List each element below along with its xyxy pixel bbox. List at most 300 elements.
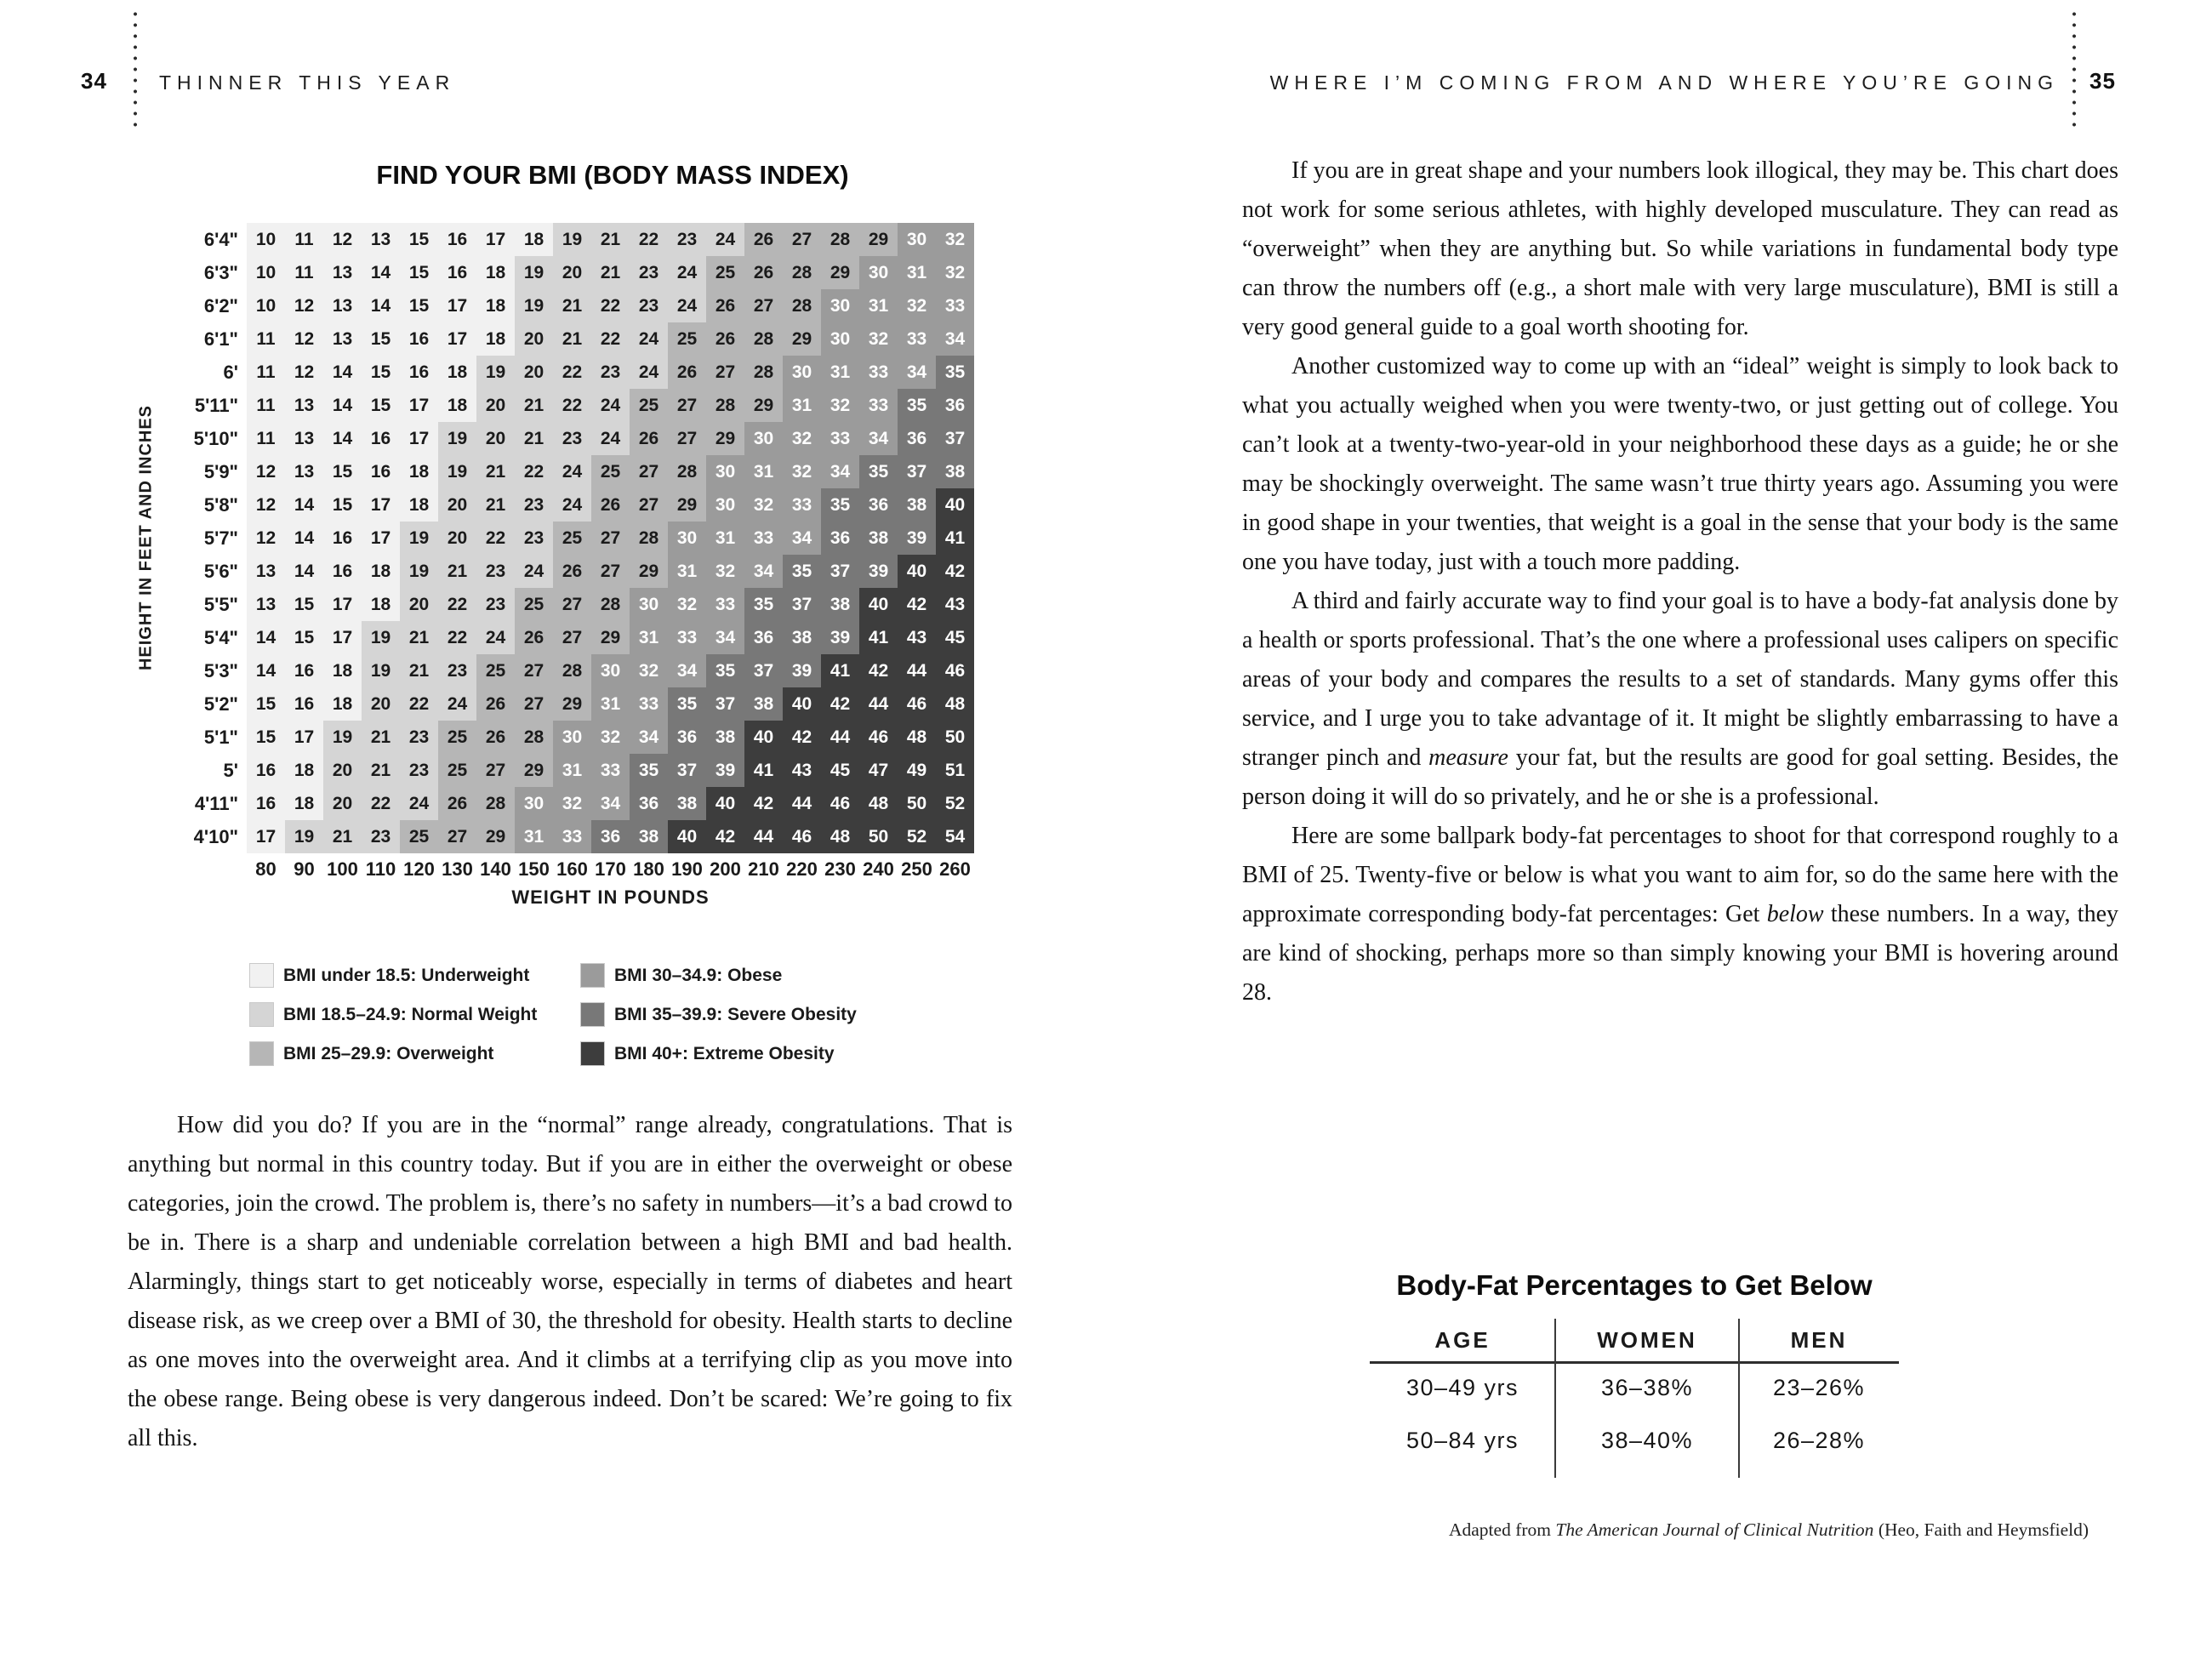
bmi-cell: 28 (476, 787, 515, 820)
bmi-cell: 22 (591, 322, 630, 356)
text-segment: Another customized way to come up with an “ideal” weight is simply to look back to what you actually weighed when you were twenty-two, or just getting out of college. You can’t look at a twenty-two-year-old in your neighborhood these days as a guide; he or she may be shockingly overweight. The same wasn’t true thirty years ago. Assuming you were in good shape in your twenties, that weight is a goal in the sense that your body is the same one you have today, just with a touch more padding. (1242, 353, 2118, 575)
bmi-cell: 23 (630, 256, 668, 289)
bmi-cell: 22 (400, 687, 438, 721)
weight-label: 90 (294, 858, 315, 880)
bmi-cell: 16 (285, 687, 323, 721)
height-label: 5'1" (203, 727, 238, 748)
height-label: 5'7" (203, 527, 238, 549)
bmi-cell: 23 (476, 555, 515, 588)
bmi-cell: 12 (285, 322, 323, 356)
bmi-cell: 31 (783, 389, 821, 422)
bmi-cell: 32 (898, 289, 936, 322)
bmi-cell: 48 (821, 820, 859, 853)
text-segment: your fat, but the results are good for goal setting. Besides, the person doing it will do so privately, and he or she is a professional. (1242, 744, 2118, 810)
height-label: 6'2" (203, 295, 238, 316)
bmi-cell: 42 (936, 555, 974, 588)
bmi-cell: 46 (821, 787, 859, 820)
bmi-cell: 29 (706, 422, 744, 455)
bmi-cell: 42 (744, 787, 783, 820)
bmi-cell: 19 (515, 256, 553, 289)
bmi-cell: 33 (553, 820, 591, 853)
height-label: 4'10" (193, 826, 238, 847)
height-label: 5'9" (203, 461, 238, 482)
bmi-cell: 27 (591, 522, 630, 555)
table-cell: 23–26% (1772, 1374, 1866, 1400)
bmi-cell: 35 (668, 687, 706, 721)
bmi-cell: 28 (553, 654, 591, 687)
bmi-cell: 40 (706, 787, 744, 820)
bmi-cell: 38 (630, 820, 668, 853)
bmi-cell: 44 (783, 787, 821, 820)
bmi-cell: 10 (247, 223, 285, 256)
bmi-cell: 21 (400, 621, 438, 654)
bmi-cell: 17 (476, 223, 515, 256)
bmi-cell: 46 (859, 721, 898, 754)
bmi-cell: 29 (553, 687, 591, 721)
bmi-cell: 52 (898, 820, 936, 853)
bmi-cell: 30 (821, 289, 859, 322)
bmi-cell: 25 (476, 654, 515, 687)
bmi-cell: 24 (668, 289, 706, 322)
bmi-cell: 13 (323, 256, 362, 289)
bmi-cell: 36 (821, 522, 859, 555)
bmi-cell: 33 (898, 322, 936, 356)
bmi-cell: 16 (362, 422, 400, 455)
bmi-cell: 23 (362, 820, 400, 853)
bmi-cell: 22 (476, 522, 515, 555)
table-cell: 36–38% (1600, 1374, 1694, 1400)
bmi-cell: 30 (821, 322, 859, 356)
bmi-cell: 20 (553, 256, 591, 289)
bmi-cell: 17 (438, 289, 476, 322)
bmi-cell: 34 (591, 787, 630, 820)
bmi-cell: 46 (898, 687, 936, 721)
bmi-cell: 38 (783, 621, 821, 654)
bmi-cell: 20 (438, 522, 476, 555)
bmi-cell: 21 (591, 256, 630, 289)
bmi-cell: 13 (285, 422, 323, 455)
bmi-cell: 15 (247, 721, 285, 754)
chart-y-axis-label: HEIGHT IN FEET AND INCHES (136, 404, 156, 671)
bmi-cell: 36 (898, 422, 936, 455)
bmi-cell: 38 (898, 488, 936, 522)
legend-item (580, 1041, 857, 1066)
bmi-cell: 28 (630, 522, 668, 555)
bmi-cell: 18 (285, 754, 323, 787)
bmi-cell: 18 (362, 555, 400, 588)
bmi-cell: 30 (744, 422, 783, 455)
bmi-cell: 27 (591, 555, 630, 588)
weight-label: 240 (863, 858, 894, 880)
bmi-cell: 29 (859, 223, 898, 256)
bodyfat-table-header-row (1370, 1319, 1899, 1361)
bmi-cell: 12 (323, 223, 362, 256)
right-header-dotted-rule (2072, 9, 2076, 128)
bmi-cell: 27 (476, 754, 515, 787)
bodyfat-table-horizontal-rule (1370, 1361, 1899, 1364)
bmi-cell: 24 (553, 455, 591, 488)
bmi-cell: 21 (362, 721, 400, 754)
height-label: 6' (223, 362, 238, 383)
bmi-cell: 32 (591, 721, 630, 754)
height-label: 5'6" (203, 561, 238, 582)
right-page-body-text (1242, 151, 2118, 1012)
height-label: 5'2" (203, 693, 238, 715)
bmi-cell: 26 (438, 787, 476, 820)
bmi-cell: 16 (438, 256, 476, 289)
bmi-cell: 42 (706, 820, 744, 853)
bmi-cell: 25 (553, 522, 591, 555)
bmi-cell: 36 (859, 488, 898, 522)
bmi-cell: 19 (400, 555, 438, 588)
bmi-cell: 18 (438, 389, 476, 422)
bmi-cell: 36 (668, 721, 706, 754)
bmi-cell: 39 (898, 522, 936, 555)
bmi-cell: 50 (898, 787, 936, 820)
bmi-cell: 33 (630, 687, 668, 721)
left-header-dotted-rule (134, 9, 137, 128)
bmi-cell: 15 (362, 389, 400, 422)
bmi-cell: 13 (285, 455, 323, 488)
bmi-cell: 33 (591, 754, 630, 787)
bmi-cell: 24 (591, 422, 630, 455)
bmi-cell: 13 (323, 322, 362, 356)
bmi-cell: 19 (553, 223, 591, 256)
bmi-cell: 17 (323, 621, 362, 654)
bmi-cell: 15 (400, 289, 438, 322)
bmi-cell: 14 (285, 488, 323, 522)
bmi-cell: 33 (936, 289, 974, 322)
weight-label: 150 (518, 858, 550, 880)
bmi-cell: 30 (630, 588, 668, 621)
bodyfat-table (1370, 1319, 1899, 1480)
bmi-cell: 32 (783, 422, 821, 455)
bmi-cell: 31 (898, 256, 936, 289)
bmi-cell: 34 (668, 654, 706, 687)
bmi-cell: 33 (744, 522, 783, 555)
text-segment: these numbers. In a way, they are kind of shocking, perhaps more so than simply knowing your BMI is hovering around 28. (1242, 901, 2119, 1006)
bodyfat-table-caption (1238, 1519, 2089, 1541)
bodyfat-table-title: Body-Fat Percentages to Get Below (1396, 1269, 1873, 1301)
bmi-cell: 22 (438, 621, 476, 654)
bmi-cell: 18 (476, 289, 515, 322)
bmi-cell: 29 (515, 754, 553, 787)
bmi-cell: 20 (323, 754, 362, 787)
bmi-cell: 31 (630, 621, 668, 654)
bmi-cell: 14 (362, 256, 400, 289)
bmi-cell: 23 (400, 721, 438, 754)
bmi-cell: 26 (630, 422, 668, 455)
bmi-cell: 43 (936, 588, 974, 621)
bmi-cell: 25 (438, 754, 476, 787)
bmi-cell: 19 (476, 356, 515, 389)
bmi-cell: 32 (630, 654, 668, 687)
text-segment: Adapted from (1448, 1519, 1556, 1540)
bmi-cell: 33 (859, 389, 898, 422)
bmi-cell: 24 (668, 256, 706, 289)
legend-item (249, 963, 537, 988)
paragraph: How did you do? If you are in the “normal” range already, congratulations. That is anything but normal in this country today. But if you are in either the overweight or obese categories, join the crowd. The problem is, there’s no safety in numbers—it’s a bad crowd to be in. There is a sharp and undeniable correlation between a high BMI and bad health. Alarmingly, things start to get noticeably worse, especially in terms of diabetes and heart disease risk, as we creep over a BMI of 30, the threshold for obesity. Health starts to decline as one moves into the overweight area. And it climbs at a terrifying clip as you move into the obese range. Being obese is very dangerous indeed. Don’t be scared: We’re going to fix all this. (128, 1112, 1012, 1451)
bmi-cell: 34 (821, 455, 859, 488)
bmi-cell: 37 (783, 588, 821, 621)
bmi-cell: 40 (936, 488, 974, 522)
legend-swatch (580, 1002, 605, 1027)
chart-legend-column-1 (249, 963, 537, 1066)
height-label: 5'10" (193, 428, 238, 449)
legend-label: BMI under 18.5: Underweight (283, 965, 530, 985)
legend-item (580, 1002, 857, 1027)
bmi-cell: 17 (438, 322, 476, 356)
bmi-cell: 30 (783, 356, 821, 389)
left-running-head: THINNER THIS YEAR (159, 71, 456, 94)
legend-item (580, 963, 857, 988)
weight-label: 110 (365, 858, 396, 880)
bmi-cell: 45 (936, 621, 974, 654)
bmi-cell: 32 (859, 322, 898, 356)
weight-label: 170 (595, 858, 626, 880)
bmi-cell: 14 (323, 422, 362, 455)
bmi-cell: 27 (515, 654, 553, 687)
bmi-cell: 39 (821, 621, 859, 654)
bmi-cell: 14 (247, 654, 285, 687)
paragraph (1242, 347, 2118, 582)
bmi-cell: 43 (898, 621, 936, 654)
bmi-cell: 44 (744, 820, 783, 853)
italic-text: below (1766, 901, 1824, 927)
bmi-cell: 30 (706, 488, 744, 522)
legend-item (249, 1002, 537, 1027)
italic-text: The American Journal of Clinical Nutrition (1555, 1519, 1874, 1540)
bmi-cell: 19 (438, 455, 476, 488)
bmi-cell: 25 (630, 389, 668, 422)
chart-x-axis-label: WEIGHT IN POUNDS (511, 887, 710, 908)
bmi-cell: 24 (591, 389, 630, 422)
bmi-cell: 28 (515, 721, 553, 754)
bmi-cell: 44 (821, 721, 859, 754)
bmi-cell: 34 (859, 422, 898, 455)
bmi-cell: 29 (591, 621, 630, 654)
bmi-cell: 36 (744, 621, 783, 654)
chart-height-labels (128, 223, 238, 853)
height-label: 4'11" (194, 793, 238, 814)
bmi-cell: 25 (515, 588, 553, 621)
text-segment: Here are some ballpark body-fat percentages to shoot for that correspond roughly to a BMI of 25. Twenty-five or below is what you want to aim for, so do the same here with the approximate corresponding body-fat percentages: Get (1242, 823, 2118, 927)
legend-swatch (580, 1041, 605, 1066)
left-page-number: 34 (81, 68, 107, 94)
bmi-cell: 34 (936, 322, 974, 356)
bmi-cell: 32 (821, 389, 859, 422)
weight-label: 260 (939, 858, 971, 880)
bmi-cell: 26 (476, 721, 515, 754)
legend-swatch (249, 1041, 274, 1066)
bmi-cell: 41 (936, 522, 974, 555)
bmi-cell: 18 (438, 356, 476, 389)
height-label: 5'5" (203, 594, 238, 615)
bmi-cell: 33 (783, 488, 821, 522)
height-label: 6'3" (203, 262, 238, 283)
bmi-cell: 30 (515, 787, 553, 820)
bmi-cell: 11 (247, 422, 285, 455)
bmi-cell: 42 (821, 687, 859, 721)
weight-label: 210 (748, 858, 779, 880)
bmi-cell: 30 (553, 721, 591, 754)
bmi-cell: 15 (400, 256, 438, 289)
bmi-cell: 13 (323, 289, 362, 322)
chart-title: FIND YOUR BMI (BODY MASS INDEX) (376, 160, 849, 190)
bmi-cell: 42 (783, 721, 821, 754)
bmi-cell: 17 (362, 488, 400, 522)
legend-label: BMI 25–29.9: Overweight (283, 1043, 494, 1063)
bmi-cell: 17 (247, 820, 285, 853)
bmi-cell: 27 (515, 687, 553, 721)
bmi-cell: 32 (783, 455, 821, 488)
bmi-cell: 14 (362, 289, 400, 322)
weight-label: 80 (255, 858, 276, 880)
bmi-cell: 37 (668, 754, 706, 787)
bmi-cell: 30 (591, 654, 630, 687)
bmi-cell: 11 (247, 322, 285, 356)
bmi-cell: 28 (821, 223, 859, 256)
bmi-cell: 31 (859, 289, 898, 322)
bmi-cell: 40 (898, 555, 936, 588)
bmi-cell: 48 (859, 787, 898, 820)
bmi-cell: 28 (783, 289, 821, 322)
bmi-cell: 34 (898, 356, 936, 389)
bmi-cell: 12 (247, 455, 285, 488)
bmi-cell: 30 (668, 522, 706, 555)
bmi-cell: 13 (285, 389, 323, 422)
bmi-cell: 23 (591, 356, 630, 389)
bmi-cell: 22 (362, 787, 400, 820)
paragraph (1242, 817, 2118, 1012)
bmi-cell: 41 (859, 621, 898, 654)
bmi-cell: 15 (362, 322, 400, 356)
bmi-cell: 14 (285, 522, 323, 555)
bmi-cell: 31 (515, 820, 553, 853)
bmi-cell: 18 (323, 654, 362, 687)
bmi-cell: 35 (783, 555, 821, 588)
bmi-cell: 27 (630, 488, 668, 522)
table-cell: 38–40% (1600, 1427, 1694, 1453)
bmi-cell: 21 (476, 488, 515, 522)
bmi-cell: 40 (744, 721, 783, 754)
bmi-cell: 27 (783, 223, 821, 256)
bmi-cell: 16 (247, 787, 285, 820)
bmi-cell: 38 (706, 721, 744, 754)
bmi-cell: 35 (821, 488, 859, 522)
bmi-cell: 21 (515, 422, 553, 455)
bmi-cell: 15 (247, 687, 285, 721)
bodyfat-table-rows (1370, 1361, 1899, 1467)
bmi-cell: 18 (476, 322, 515, 356)
weight-label: 190 (671, 858, 703, 880)
weight-label: 230 (824, 858, 856, 880)
bmi-cell: 27 (553, 621, 591, 654)
bmi-cell: 14 (247, 621, 285, 654)
bmi-cell: 26 (553, 555, 591, 588)
bmi-cell: 31 (553, 754, 591, 787)
bmi-cell: 35 (744, 588, 783, 621)
bmi-cell: 32 (936, 223, 974, 256)
bmi-cell: 40 (783, 687, 821, 721)
bmi-cell: 33 (821, 422, 859, 455)
bmi-cell: 10 (247, 289, 285, 322)
weight-label: 130 (442, 858, 473, 880)
weight-label: 100 (327, 858, 358, 880)
bmi-cell: 21 (362, 754, 400, 787)
weight-label: 220 (786, 858, 818, 880)
bmi-cell: 13 (247, 555, 285, 588)
bmi-cell: 19 (438, 422, 476, 455)
bmi-cell: 51 (936, 754, 974, 787)
bmi-cell: 46 (783, 820, 821, 853)
weight-label: 140 (480, 858, 511, 880)
bmi-cell: 36 (936, 389, 974, 422)
bmi-cell: 40 (668, 820, 706, 853)
bmi-cell: 31 (591, 687, 630, 721)
bmi-cell: 49 (898, 754, 936, 787)
bmi-cell: 21 (515, 389, 553, 422)
bmi-cell: 30 (859, 256, 898, 289)
bmi-cell: 34 (630, 721, 668, 754)
right-running-head: WHERE I’M COMING FROM AND WHERE YOU’RE GOING (1269, 71, 2059, 94)
bmi-cell: 11 (247, 389, 285, 422)
bmi-cell: 22 (515, 455, 553, 488)
bmi-cell: 16 (285, 654, 323, 687)
bmi-cell: 18 (285, 787, 323, 820)
bmi-cell: 33 (706, 588, 744, 621)
bmi-cell: 19 (285, 820, 323, 853)
bmi-cell: 18 (362, 588, 400, 621)
bmi-cell: 22 (591, 289, 630, 322)
bmi-cell: 32 (706, 555, 744, 588)
bmi-cell: 33 (668, 621, 706, 654)
bmi-cell: 23 (515, 522, 553, 555)
bmi-cell: 42 (859, 654, 898, 687)
bodyfat-table-vertical-rule-2 (1738, 1319, 1740, 1478)
bmi-cell: 22 (553, 389, 591, 422)
bmi-cell: 26 (706, 322, 744, 356)
bmi-cell: 16 (400, 356, 438, 389)
bmi-cell: 34 (783, 522, 821, 555)
bmi-cell: 47 (859, 754, 898, 787)
bmi-cell: 15 (323, 488, 362, 522)
bmi-cell: 29 (783, 322, 821, 356)
bmi-cell: 19 (362, 621, 400, 654)
bmi-cell: 20 (476, 389, 515, 422)
table-column-header: MEN (1790, 1326, 1848, 1353)
bmi-cell: 23 (668, 223, 706, 256)
bmi-cell: 44 (859, 687, 898, 721)
bmi-cell: 15 (400, 223, 438, 256)
bmi-cell: 24 (706, 223, 744, 256)
bmi-cell: 41 (821, 654, 859, 687)
bmi-cell: 48 (936, 687, 974, 721)
weight-label: 200 (710, 858, 741, 880)
bmi-cell: 36 (591, 820, 630, 853)
table-column-header: AGE (1434, 1326, 1491, 1353)
bmi-cell: 37 (744, 654, 783, 687)
bmi-cell: 15 (285, 588, 323, 621)
bmi-cell: 27 (706, 356, 744, 389)
weight-label: 180 (633, 858, 664, 880)
chart-legend-column-2 (580, 963, 857, 1066)
bmi-cell: 11 (247, 356, 285, 389)
bmi-cell: 39 (783, 654, 821, 687)
height-label: 6'4" (203, 229, 238, 250)
bmi-cell: 54 (936, 820, 974, 853)
bmi-cell: 31 (821, 356, 859, 389)
